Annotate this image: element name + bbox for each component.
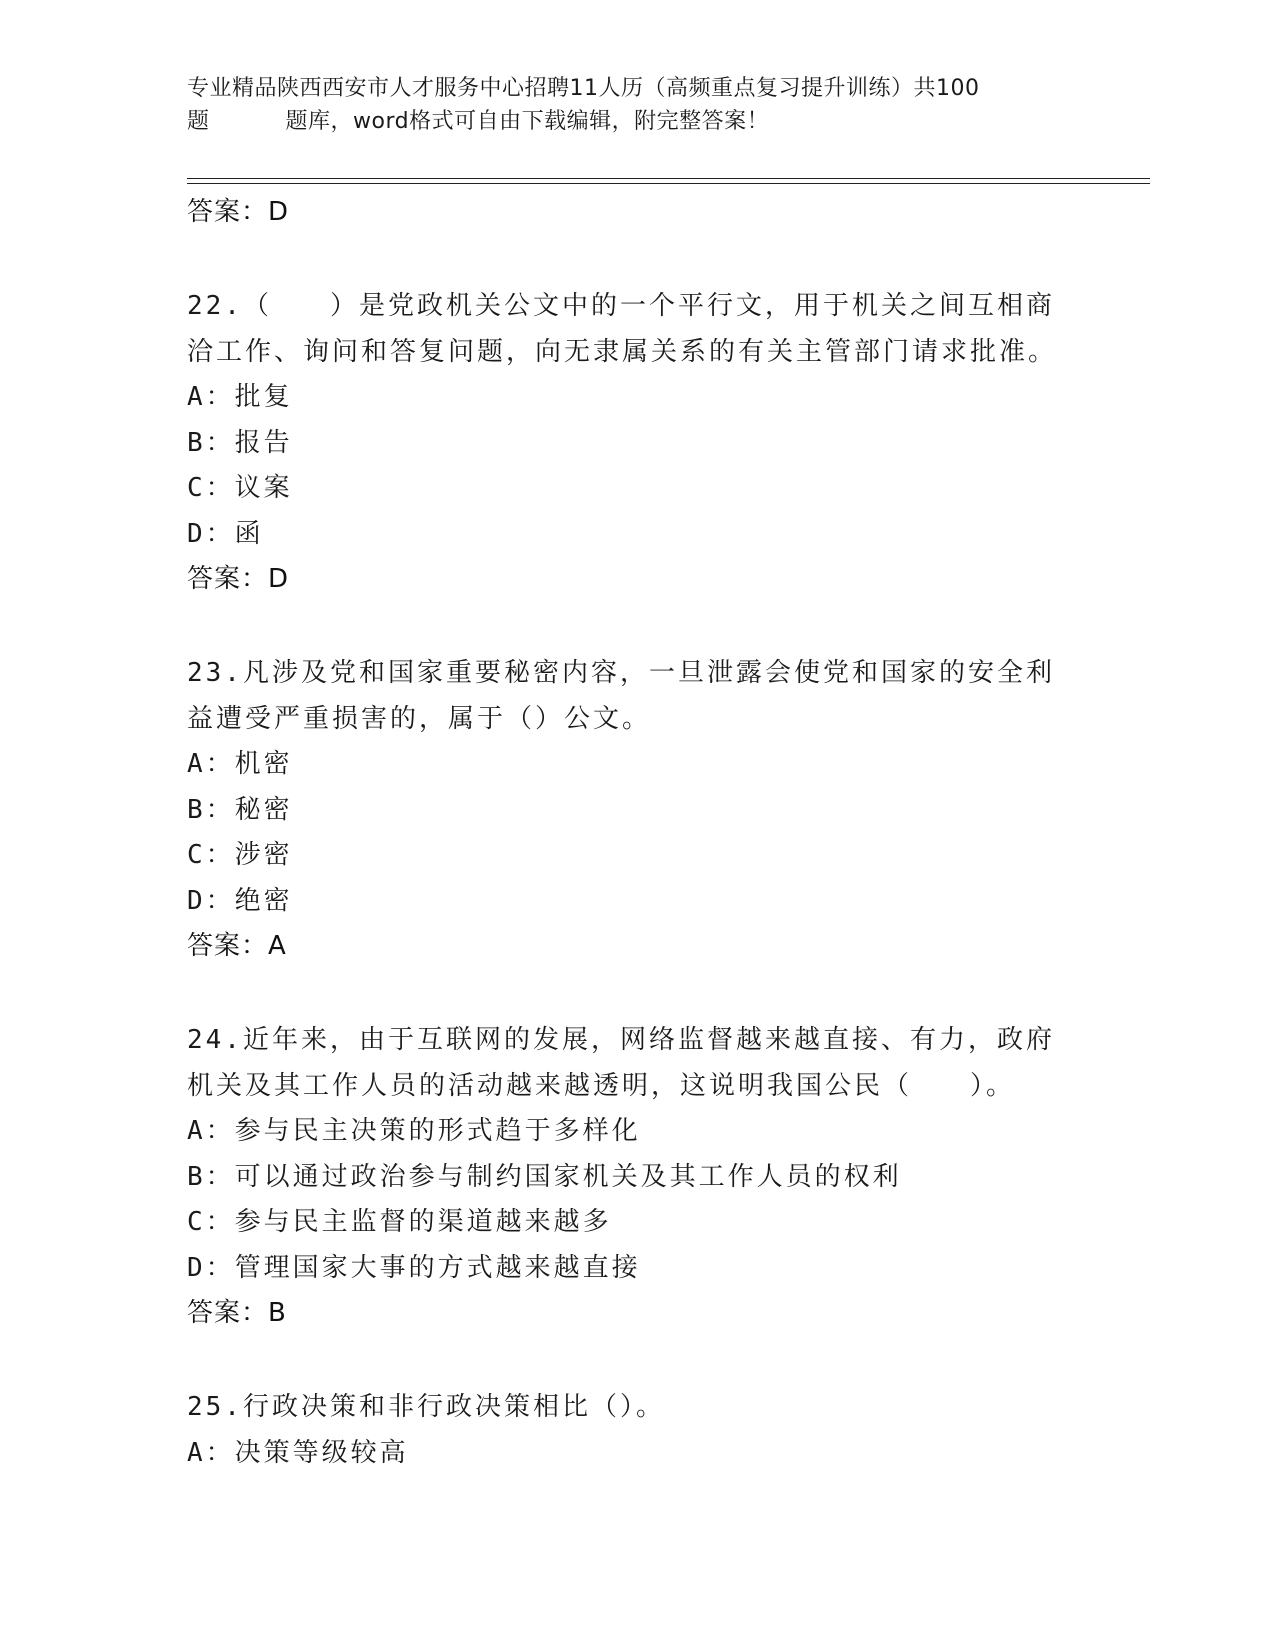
answer-line: 答案：D xyxy=(187,564,290,594)
option-a: A：参与民主决策的形式趋于多样化 xyxy=(187,1116,641,1146)
question-list xyxy=(187,190,1087,1476)
answer-line: 答案：D xyxy=(187,197,290,227)
header-title-line2-left: 题 xyxy=(187,109,210,134)
answer-line: 答案：B xyxy=(187,1298,287,1328)
option-c: C：涉密 xyxy=(187,840,293,870)
answer-line: 答案：A xyxy=(187,931,287,961)
option-b: B：报告 xyxy=(187,427,293,458)
question-stem: 22.（ ）是党政机关公文中的一个平行文，用于机关之间互相商洽工作、询问和答复问题，向无隶属关系的有关主管部门请求批准。 xyxy=(187,291,1058,367)
header-title-line2 xyxy=(187,105,1087,138)
header-divider-top xyxy=(187,178,1150,179)
question-stem: 23.凡涉及党和国家重要秘密内容，一旦泄露会使党和国家的安全利益遭受严重损害的，属于（）公文。 xyxy=(187,658,1055,734)
option-c: C：参与民主监督的渠道越来越多 xyxy=(187,1207,612,1237)
question-stem: 25.行政决策和非行政决策相比（）。 xyxy=(187,1392,665,1422)
question-22 xyxy=(187,284,1087,602)
header-divider-bottom xyxy=(187,183,1150,184)
question-stem: 24.近年来，由于互联网的发展，网络监督越来越直接、有力，政府机关及其工作人员的活动越来越透明，这说明我国公民（ ）。 xyxy=(187,1025,1055,1101)
option-c: C：议案 xyxy=(187,473,293,503)
option-a: A：机密 xyxy=(187,749,293,779)
option-b: B：秘密 xyxy=(187,794,293,825)
option-d: D：管理国家大事的方式越来越直接 xyxy=(187,1252,641,1283)
header-title-line1: 专业精品陕西西安市人才服务中心招聘11人历（高频重点复习提升训练）共100 xyxy=(187,76,980,101)
option-d: D：函 xyxy=(187,518,264,549)
option-d: D：绝密 xyxy=(187,885,293,916)
question-25 xyxy=(187,1385,1087,1476)
question-23 xyxy=(187,651,1087,969)
header-title-line2-right: 题库，word格式可自由下载编辑，附完整答案！ xyxy=(285,109,770,134)
question-24 xyxy=(187,1018,1087,1336)
option-a: A：决策等级较高 xyxy=(187,1437,409,1468)
option-a: A：批复 xyxy=(187,382,293,412)
page-header xyxy=(187,72,1087,138)
option-b: B：可以通过政治参与制约国家机关及其工作人员的权利 xyxy=(187,1161,902,1192)
